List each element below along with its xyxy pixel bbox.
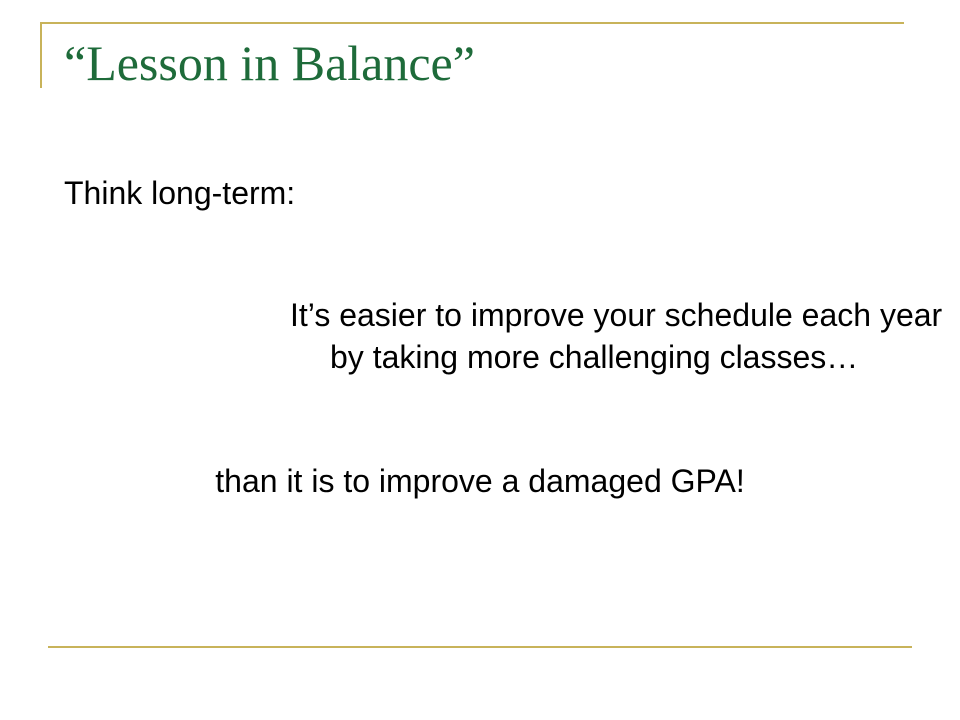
main-point xyxy=(290,294,943,378)
slide-title: “Lesson in Balance” xyxy=(64,35,475,91)
main-point-line-2: by taking more challenging classes… xyxy=(330,339,859,375)
top-divider xyxy=(40,22,904,24)
intro-text: Think long-term: xyxy=(64,175,296,211)
bottom-divider xyxy=(48,646,912,648)
conclusion-text: than it is to improve a damaged GPA! xyxy=(215,463,745,499)
left-accent-divider xyxy=(40,22,42,88)
main-point-line-1: It’s easier to improve your schedule each year xyxy=(290,297,943,333)
